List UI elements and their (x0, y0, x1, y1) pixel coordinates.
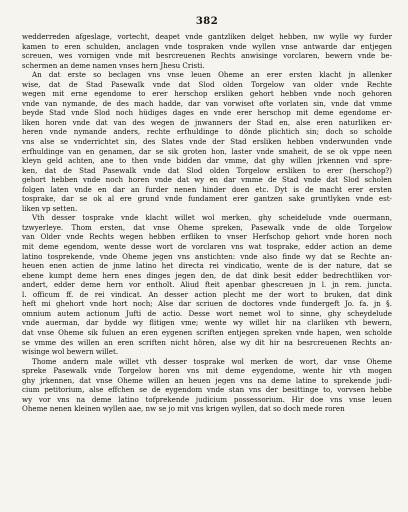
text-line: omnium autem actionum Jufti de actio. Desse wort nemet wol to sinne, ghy scheydelude (22, 308, 392, 318)
text-line: folgen laten vnde en dar an furder nenen hinder doen etc. Dyt is de macht erer ersten (22, 184, 392, 194)
text-line: beyde Stad vnde Slod noch hüdiges dages en vnde erer herschop mit deme egendome er- (22, 108, 392, 118)
text-line: heft mi ghehort vnde hort noch; Alse dar scriuen de doctores vnde fundergeft Jo. fa. jn §. (22, 299, 392, 309)
text-line: kamen to eren schulden, anclagen vnde tospraken vnde wyllen vnse antwarde dar entjegen (22, 41, 392, 51)
text-line: heren vnde nymande anders, rechte erfhuldinge to dönde plichtich sin; doch so scholde (22, 127, 392, 137)
text-line: Vth desser tosprake vnde klacht willet wol merken, ghy scheidelude vnde ouermann, (32, 213, 392, 223)
paragraph (22, 32, 392, 70)
text-line: vnde van nymande, de des mach hadde, dar van vorwiset ofte vorlaten sin, vnde dat vmme (22, 98, 392, 108)
page-number: 382 (195, 16, 219, 27)
text-line: Oheme nenen kleinen wyllen aae, nw se jo mit vns krigen wyllen, dat so doch mede roren (22, 404, 345, 414)
text-line: erfhuldinge van en genamen, dar se sik groten hon, laster vnde smaheit, de se ok vppe neen (22, 146, 392, 156)
text-line: ken, dat de Stad Pasewalk vnde dat Slod olden Torgelow ersliken to erer (herschop?) (22, 165, 392, 175)
text-line: cium petitorium, alse effchen se de eygendom vnde stan vns der besittinge to, vorvsen hebbe (22, 385, 392, 395)
text-line: tzwyerleye. Thom ersten, dat vnse Oheme spreken, Pasewalk vnde de olde Torgelow (22, 222, 392, 232)
body-text (22, 32, 392, 414)
text-line: screuen, wes vornigen vnde mit besrcreuenen Rechts anwisinge vorclaren, bewern vnde be- (22, 51, 392, 61)
paragraph (22, 70, 392, 213)
paragraph (22, 357, 392, 414)
text-line: schermen an deme namen vnses hern Jhesu Cristi. (22, 60, 205, 70)
text-line: liken vp setten. (22, 203, 78, 213)
text-line: andert, edder deme hern vor entholt. Aliud fteit apenbar ghescreuen jn l. jn rem. juncta. (22, 280, 392, 290)
text-line: l. officum ff. de rei vindicat. An desser action plecht me der wort to bruken, dat dink (22, 289, 392, 299)
text-line: heuen enen actien de jnme latino het directa rei vindicatio, wente de is der nature, dat se (22, 261, 392, 271)
text-line: dat vnse Oheme sik fuluen an eren eygenen scriften entjegen spreken vnde hapen, wen scholde (22, 327, 392, 337)
text-line: spreke Pasewalk vnde Torgelow horen vns mit deme eygendome, wente hir vth mogen (22, 366, 392, 376)
text-line: vnde auerman, dar bydde wy flitigen vme; wente wy willet hir na clarliken vth bewern, (22, 318, 392, 328)
text-line: mit deme egendom, wente desse wort de vorclaren vns wat tosprake, edder action an deme (22, 242, 392, 252)
text-line: wegen mit erne egendome to erer herschop ersliken gehort hebben vnde noch gehoren (22, 89, 392, 99)
text-line: latino tosprekende, vnde Oheme jegen vns anstichten: vnde also finde wy dat se Rechte an- (22, 251, 392, 261)
text-line: gehort hebben vnde noch horen vnde dat wy en dar vmme de Stad vnde dat Slod scholen (22, 175, 392, 185)
text-line: wedderreden afgeslage, vortecht, deapet vnde gantzliken delget hebben, nw wylle wy furder (22, 32, 392, 41)
text-line: wy vor vns na deme latino tofprekende judicium possessorium. Hir doe vns vnse leuen (22, 394, 392, 404)
text-line: vns alse se vnderrichtet sin, des Slates vnde der Stad ersliken hebben vnderwunden vnde (22, 137, 392, 147)
text-line: wise, dat de Stad Pasewalk vnde dat Slod olden Torgelow van older vnde Rechte (22, 79, 392, 89)
text-line: An dat erste so beclagen vns vnse leuen Oheme an erer ersten klacht jn allenker (32, 70, 392, 80)
text-line: liken horen vnde dat van des wegen de jnwanners der Stad en, alse eren naturliken er- (22, 117, 392, 127)
text-line: ebene kumpt deme hern enes dinges jegen den, de dat dink besit edder bedrechtliken vor- (22, 270, 392, 280)
text-line: wisinge wol bewern willet. (22, 347, 119, 357)
text-line: van Older vnde Rechts wegen hebben erfliken to vnser Herfschop gehort vnde horen noch (22, 232, 392, 242)
text-line: kleyn geld achten, ane to then vnde bidden dar vmme, dat ghy willen jrkennen vnd spre- (22, 156, 392, 166)
text-line: se vmme des willen an eren scriften nicht hören, alse wy dit hir na besrcreuenen Rechts an- (22, 337, 392, 347)
text-line: ghy jrkennen, dat vnse Oheme willen an heuen jegen vns na deme latine to sprekende judi- (22, 375, 392, 385)
text-line: Thome andern male willet vth desser tosprake wol merken de wort, dar vnse Oheme (32, 356, 392, 366)
paragraph (22, 213, 392, 356)
text-line: tosprake, dar se ok al ere grund vnde fundament erer gantzen sake gruntlyken vnde est- (22, 194, 392, 204)
